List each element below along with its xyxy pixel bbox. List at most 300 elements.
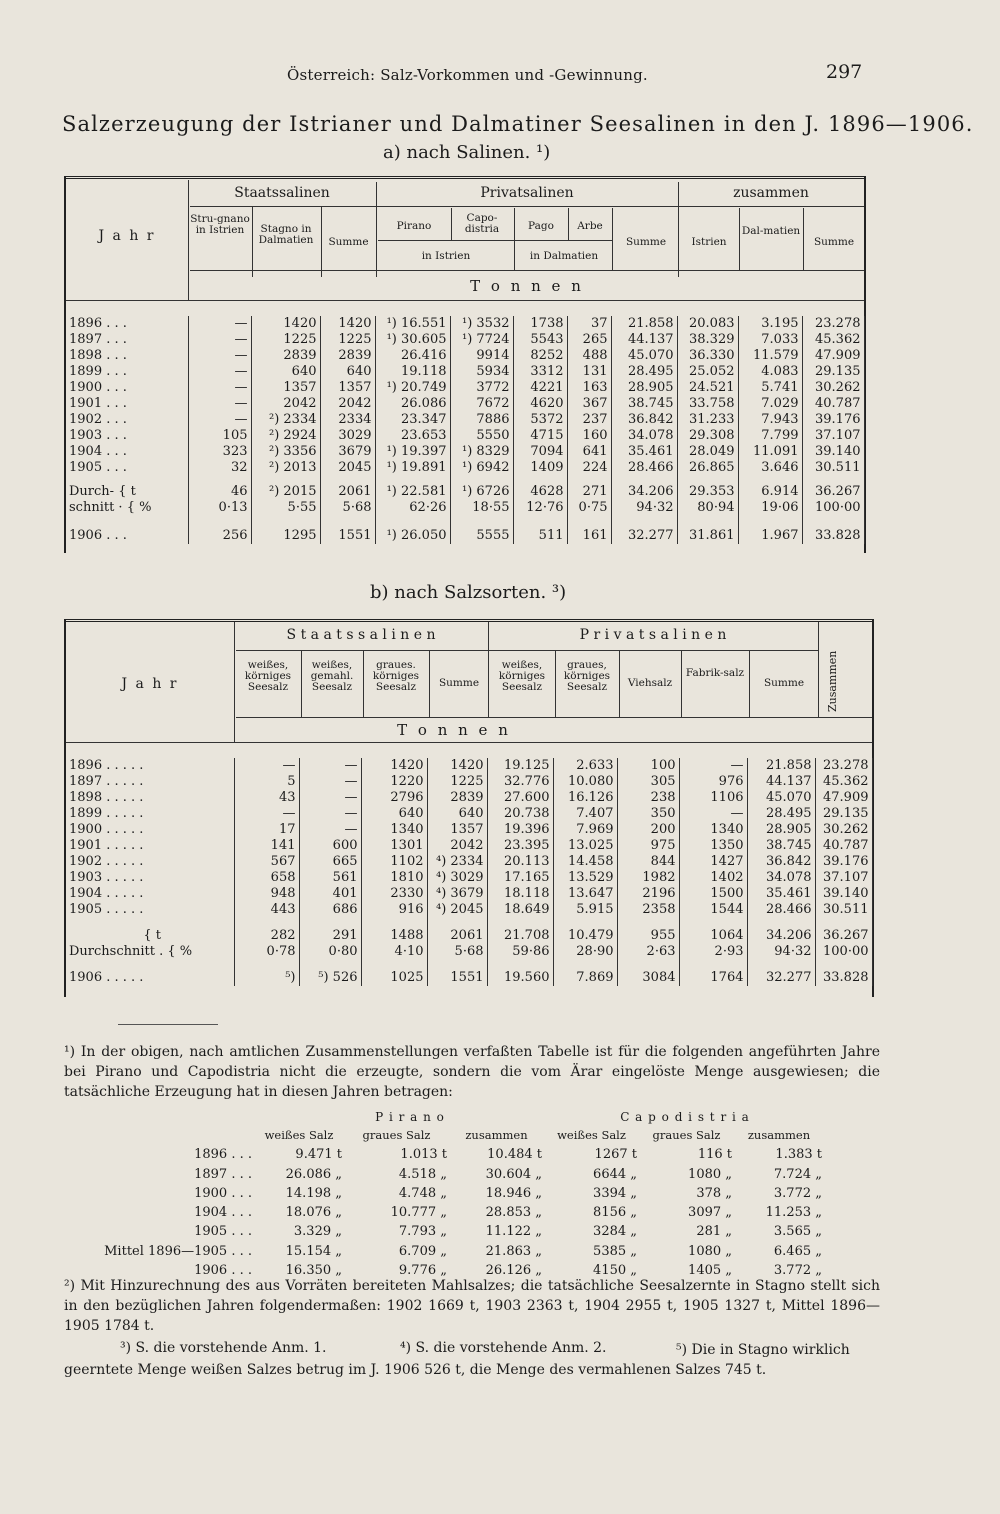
table-cell: 12·76 [513,500,567,516]
table-cell: 237 [567,412,611,428]
row-label: 1904 . . . . . [66,886,234,902]
table-cell: 5550 [450,428,513,444]
table-cell: 44.137 [611,332,677,348]
table-cell: 5385 „ [593,1243,637,1259]
table-cell: 948 [234,886,299,902]
footnote-rule [118,1024,218,1025]
table-cell: 1220 [361,774,427,790]
table-cell: 25.052 [677,364,738,380]
table-cell: 10.080 [553,774,617,790]
table-cell: 1906 . . . [66,516,188,544]
table-cell: 1764 [679,960,747,986]
table-cell: 1225 [251,332,320,348]
table-row [66,380,864,396]
row-label: 1899 . . . . . [66,806,234,822]
table-c-header [64,1126,824,1145]
table-cell: ¹) 26.050 [375,516,450,544]
table-cell: ²) 2334 [251,412,320,428]
divider [190,206,864,207]
col-fabriksalz: Fabrik-salz [685,667,745,679]
table-cell: 9.776 „ [398,1263,447,1279]
table-cell: — [188,380,251,396]
divider [612,208,613,270]
row-label: 1902 . . . [66,412,188,428]
table-row [64,1222,824,1241]
table-cell: 5.741 [738,380,802,396]
unit-label-b: T o n n e n [397,721,511,739]
table-cell: 4221 [513,380,567,396]
table-cell: 305 [617,774,679,790]
table-cell: 161 [567,516,611,544]
table-cell: 38.329 [677,332,738,348]
table-cell: ¹) 8329 [450,444,513,460]
table-cell: 163 [567,380,611,396]
table-cell: 33.828 [802,516,864,544]
table-row-1906 [66,960,872,986]
table-row [66,790,872,806]
table-row-average-t [66,918,872,944]
table-cell: 100·00 [815,944,872,960]
table-cell: 23.653 [375,428,450,444]
table-cell: 561 [299,870,361,886]
table-row [66,316,864,332]
table-cell: 1301 [361,838,427,854]
table-cell: 1420 [427,758,487,774]
table-row [66,854,872,870]
table-cell: 47.909 [815,790,872,806]
row-label: schnitt · { % [66,500,188,516]
table-cell: 3097 „ [688,1205,732,1221]
row-label: 1904 . . . [194,1205,252,1221]
table-cell: 40.787 [815,838,872,854]
table-cell: ²) 2015 [251,476,320,500]
table-cell: 100·00 [802,500,864,516]
table-cell: 37 [567,316,611,332]
table-cell: 1405 „ [688,1263,732,1279]
table-row [66,444,864,460]
table-cell: 46 [188,476,251,500]
table-cell: 17.165 [487,870,553,886]
table-cell: 1357 [320,380,375,396]
row-label: 1896 . . . . . [66,758,234,774]
table-cell: 6.709 „ [398,1243,447,1259]
table-cell: ¹) 19.891 [375,460,450,476]
divider [236,717,872,718]
col-weiss-koernig: weißes, körniges Seesalz [244,659,292,693]
table-cell: 1420 [251,316,320,332]
row-label: 1906 . . . [194,1263,252,1279]
table-cell: 0·80 [299,944,361,960]
table-cell: 1025 [361,960,427,986]
table-cell: 29.353 [677,476,738,500]
table-cell: 2061 [427,918,487,944]
table-cell: 36.842 [611,412,677,428]
subtitle-b: b) nach Salzsorten. ³) [370,582,567,603]
table-cell: 3394 „ [593,1185,637,1201]
table-cell: 282 [234,918,299,944]
table-cell: 640 [251,364,320,380]
table-cell: 7.033 [738,332,802,348]
table-cell: 45.362 [802,332,864,348]
table-cell: 20.113 [487,854,553,870]
table-cell: 33.828 [815,960,872,986]
table-cell: 45.070 [747,790,815,806]
table-cell: 1427 [679,854,747,870]
divider [818,622,819,717]
table-cell: 21.863 „ [485,1243,542,1259]
table-cell: 7.869 [553,960,617,986]
table-cell: 19.560 [487,960,553,986]
table-cell: 9914 [450,348,513,364]
table-cell: 27.600 [487,790,553,806]
table-cell: 26.086 „ [285,1166,342,1182]
table-cell: 30.262 [815,822,872,838]
table-cell: 3284 „ [593,1224,637,1240]
row-label: 1899 . . . [66,364,188,380]
col-weiss-koernig-p: weißes, körniges Seesalz [498,659,546,693]
table-cell: 7886 [450,412,513,428]
table-cell: 7.029 [738,396,802,412]
table-cell: 7.969 [553,822,617,838]
table-cell: 20.083 [677,316,738,332]
table-cell: ¹) 6726 [450,476,513,500]
table-cell: 38.745 [611,396,677,412]
year-header-b: J a h r [121,676,179,692]
table-cell: 1810 [361,870,427,886]
table-cell: 1080 „ [688,1243,732,1259]
table-row [66,774,872,790]
table-cell: 2·93 [679,944,747,960]
table-row [66,348,864,364]
row-label: 1901 . . . [66,396,188,412]
footnote-3: ³) S. die vorstehende Anm. 1. [120,1340,327,1356]
table-cell: 44.137 [747,774,815,790]
table-a-top-rule [64,176,866,179]
table-cell: 23.278 [802,316,864,332]
table-cell: 1.383 t [775,1147,822,1163]
table-cell: 15.154 „ [285,1243,342,1259]
table-cell: — [188,316,251,332]
col-summe-privat: Summe [625,236,667,248]
table-cell: 1340 [361,822,427,838]
table-cell: — [679,806,747,822]
table-cell: 4.518 „ [398,1166,447,1182]
table-row [66,902,872,918]
table-cell: 401 [299,886,361,902]
column-header: weißes Salz [264,1128,334,1142]
table-row [66,364,864,380]
table-cell: 94·32 [611,500,677,516]
table-cell: 686 [299,902,361,918]
table-cell: 1409 [513,460,567,476]
table-cell: 271 [567,476,611,500]
table-cell: 2839 [251,348,320,364]
subtitle-a: a) nach Salinen. ¹) [383,142,551,163]
col-arbe: Arbe [577,220,603,232]
table-cell: 36.330 [677,348,738,364]
table-cell: 3.646 [738,460,802,476]
table-cell: 8252 [513,348,567,364]
table-cell: 23.347 [375,412,450,428]
group-pirano: P i r a n o [375,1110,445,1124]
table-cell: 13.529 [553,870,617,886]
year-header: J a h r [98,228,156,244]
table-cell: ⁵) 526 [299,960,361,986]
table-cell: 350 [617,806,679,822]
table-cell: 0·78 [234,944,299,960]
table-cell: 116 t [697,1147,732,1163]
table-cell: 600 [299,838,361,854]
group-privatsalinen: Privatsalinen [480,185,574,201]
table-cell: 131 [567,364,611,380]
table-cell: 26.086 [375,396,450,412]
row-label: 1897 . . . [66,332,188,348]
col-summe-zusammen: Summe [813,236,855,248]
col-weiss-gemahlen: weißes, gemahl. Seesalz [310,659,354,693]
table-cell: 34.078 [747,870,815,886]
table-cell: 1267 t [594,1147,637,1163]
table-cell: — [234,806,299,822]
table-cell: 29.135 [815,806,872,822]
table-cell: 5·55 [251,500,320,516]
row-label: 1896 . . . [66,316,188,332]
table-cell: — [299,822,361,838]
table-cell: 976 [679,774,747,790]
table-cell: 2·63 [617,944,679,960]
table-cell: 13.647 [553,886,617,902]
group-staatssalinen: Staatssalinen [234,185,330,201]
divider [66,742,872,743]
table-cell: 3.772 „ [773,1263,822,1279]
table-cell: 1106 [679,790,747,806]
table-cell: 200 [617,822,679,838]
table-cell: 5934 [450,364,513,380]
table-cell: 1982 [617,870,679,886]
running-head: Österreich: Salz-Vorkommen und -Gewinnung. [287,66,648,84]
table-cell: 1420 [361,758,427,774]
table-cell: 5543 [513,332,567,348]
group-zusammen: zusammen [733,185,809,201]
column-header: zusammen [747,1128,811,1142]
table-cell: 4·10 [361,944,427,960]
row-label: 1898 . . . . . [66,790,234,806]
table-cell: 1906 . . . . . [66,960,234,986]
divider [739,208,740,270]
table-cell: 11.579 [738,348,802,364]
table-cell: — [679,758,747,774]
table-cell: 28.853 „ [485,1205,542,1221]
table-cell: 488 [567,348,611,364]
footnote-5: ⁵) Die in Stagno wirklich geerntete Menge weißen Salzes betrug im J. 1906 526 t, die Menge des vermahlenen Salzes 745 t. [64,1342,850,1378]
table-cell: 38.745 [747,838,815,854]
table-cell: 11.253 „ [765,1205,822,1221]
table-cell: 4628 [513,476,567,500]
row-label: 1900 . . . [194,1185,252,1201]
col-stagno: Stagno in Dalmatien [258,223,314,246]
divider [188,180,189,300]
table-cell: 18.076 „ [285,1205,342,1221]
table-cell: 1350 [679,838,747,854]
table-cell: 30.604 „ [485,1166,542,1182]
table-cell: 2839 [427,790,487,806]
table-cell: ¹) 6942 [450,460,513,476]
table-cell: 18·55 [450,500,513,516]
col-pirano: Pirano [396,220,432,232]
table-row [66,758,872,774]
table-cell: 5.915 [553,902,617,918]
table-cell: 5·68 [427,944,487,960]
row-label: 1903 . . . . . [66,870,234,886]
table-cell: 23.278 [815,758,872,774]
table-cell: 1102 [361,854,427,870]
footnote-4: ⁴) S. die vorstehende Anm. 2. [400,1340,607,1356]
table-cell: 443 [234,902,299,918]
table-cell: 2839 [320,348,375,364]
table-cell: ¹) 22.581 [375,476,450,500]
table-cell: ²) 2013 [251,460,320,476]
table-cell: 19.118 [375,364,450,380]
table-cell: 367 [567,396,611,412]
table-cell: 2042 [251,396,320,412]
table-cell: 3679 [320,444,375,460]
table-cell: 323 [188,444,251,460]
table-cell: 28.495 [747,806,815,822]
table-cell: 5372 [513,412,567,428]
table-cell: 4620 [513,396,567,412]
table-cell: — [299,758,361,774]
table-cell: 14.198 „ [285,1185,342,1201]
table-cell: 3.329 „ [293,1224,342,1240]
table-cell: 1551 [320,516,375,544]
table-cell: 94·32 [747,944,815,960]
table-cell: 7.943 [738,412,802,428]
row-label: 1903 . . . [66,428,188,444]
table-cell: 6.914 [738,476,802,500]
table-cell: 7.724 „ [773,1166,822,1182]
table-cell: 7672 [450,396,513,412]
table-cell: 34.078 [611,428,677,444]
table-cell: 31.861 [677,516,738,544]
table-row [66,806,872,822]
table-cell: 8156 „ [593,1205,637,1221]
table-cell: 13.025 [553,838,617,854]
table-cell: 11.091 [738,444,802,460]
col-summe-privat-b: Summe [763,677,805,689]
table-cell: — [299,806,361,822]
table-row [66,822,872,838]
table-cell: — [188,412,251,428]
table-cell: 2.633 [553,758,617,774]
table-a-body [66,316,865,544]
table-cell: 40.787 [802,396,864,412]
table-cell: 844 [617,854,679,870]
table-cell: 32 [188,460,251,476]
table-cell: 30.511 [802,460,864,476]
table-cell: 29.135 [802,364,864,380]
table-row-1906 [66,516,864,544]
table-cell: 640 [427,806,487,822]
table-b-top-rule [64,619,874,622]
table-row [66,870,872,886]
table-cell: ¹) 16.551 [375,316,450,332]
table-cell: 1357 [251,380,320,396]
table-cell: ²) 2924 [251,428,320,444]
table-cell: 45.070 [611,348,677,364]
table-cell: — [188,348,251,364]
row-label: 1900 . . . . . [66,822,234,838]
col-viehsalz: Viehsalz [627,677,673,689]
table-cell: 1420 [320,316,375,332]
table-cell: 7.793 „ [398,1224,447,1240]
table-cell: ¹) 30.605 [375,332,450,348]
table-cell: 3.565 „ [773,1224,822,1240]
table-cell: 29.308 [677,428,738,444]
table-cell: ⁴) 2334 [427,854,487,870]
table-cell: 291 [299,918,361,944]
table-cell: 18.118 [487,886,553,902]
table-cell: 1295 [251,516,320,544]
table-cell: 28.495 [611,364,677,380]
col-dalmatien: Dal-matien [741,225,801,237]
table-cell: 640 [361,806,427,822]
table-cell: 567 [234,854,299,870]
divider [378,240,612,241]
table-cell: 21.858 [611,316,677,332]
table-cell: 7094 [513,444,567,460]
table-cell: 28.905 [611,380,677,396]
column-header: zusammen [465,1128,528,1142]
table-cell: — [299,774,361,790]
table-cell: 378 „ [696,1185,732,1201]
header-spacer [64,1126,254,1145]
table-cell: 28·90 [553,944,617,960]
col-strugnano: Stru-gnano in Istrien [190,213,250,236]
row-label: 1905 . . . [66,460,188,476]
col-graues-koernig: graues. körniges Seesalz [372,659,420,693]
row-label: 1901 . . . . . [66,838,234,854]
table-cell: 9.471 t [295,1147,342,1163]
table-cell: 7.799 [738,428,802,444]
table-cell: 916 [361,902,427,918]
page-title: Salzerzeugung der Istrianer und Dalmatiner Seesalinen in den J. 1896—1906. [62,112,974,136]
table-cell: 18.649 [487,902,553,918]
divider [514,208,515,270]
table-cell: 37.107 [815,870,872,886]
row-label: 1905 . . . . . [66,902,234,918]
table-cell: 1738 [513,316,567,332]
table-cell: 975 [617,838,679,854]
table-cell: 4.083 [738,364,802,380]
table-cell: — [234,758,299,774]
table-cell: 1225 [320,332,375,348]
table-cell: 45.362 [815,774,872,790]
table-cell: — [188,332,251,348]
label-in-istrien: in Istrien [421,250,471,262]
table-cell: 28.049 [677,444,738,460]
table-cell: 2042 [320,396,375,412]
col-summe-b: Summe [438,677,480,689]
table-cell: ¹) 20.749 [375,380,450,396]
table-cell: 19.396 [487,822,553,838]
col-istrien: Istrien [691,236,727,248]
table-cell: 30.511 [815,902,872,918]
column-header: graues Salz [652,1128,721,1142]
table-cell: ¹) 3532 [450,316,513,332]
table-cell: 1080 „ [688,1166,732,1182]
table-cell: 3312 [513,364,567,380]
table-row-average-t [66,476,864,500]
table-row [64,1242,824,1261]
